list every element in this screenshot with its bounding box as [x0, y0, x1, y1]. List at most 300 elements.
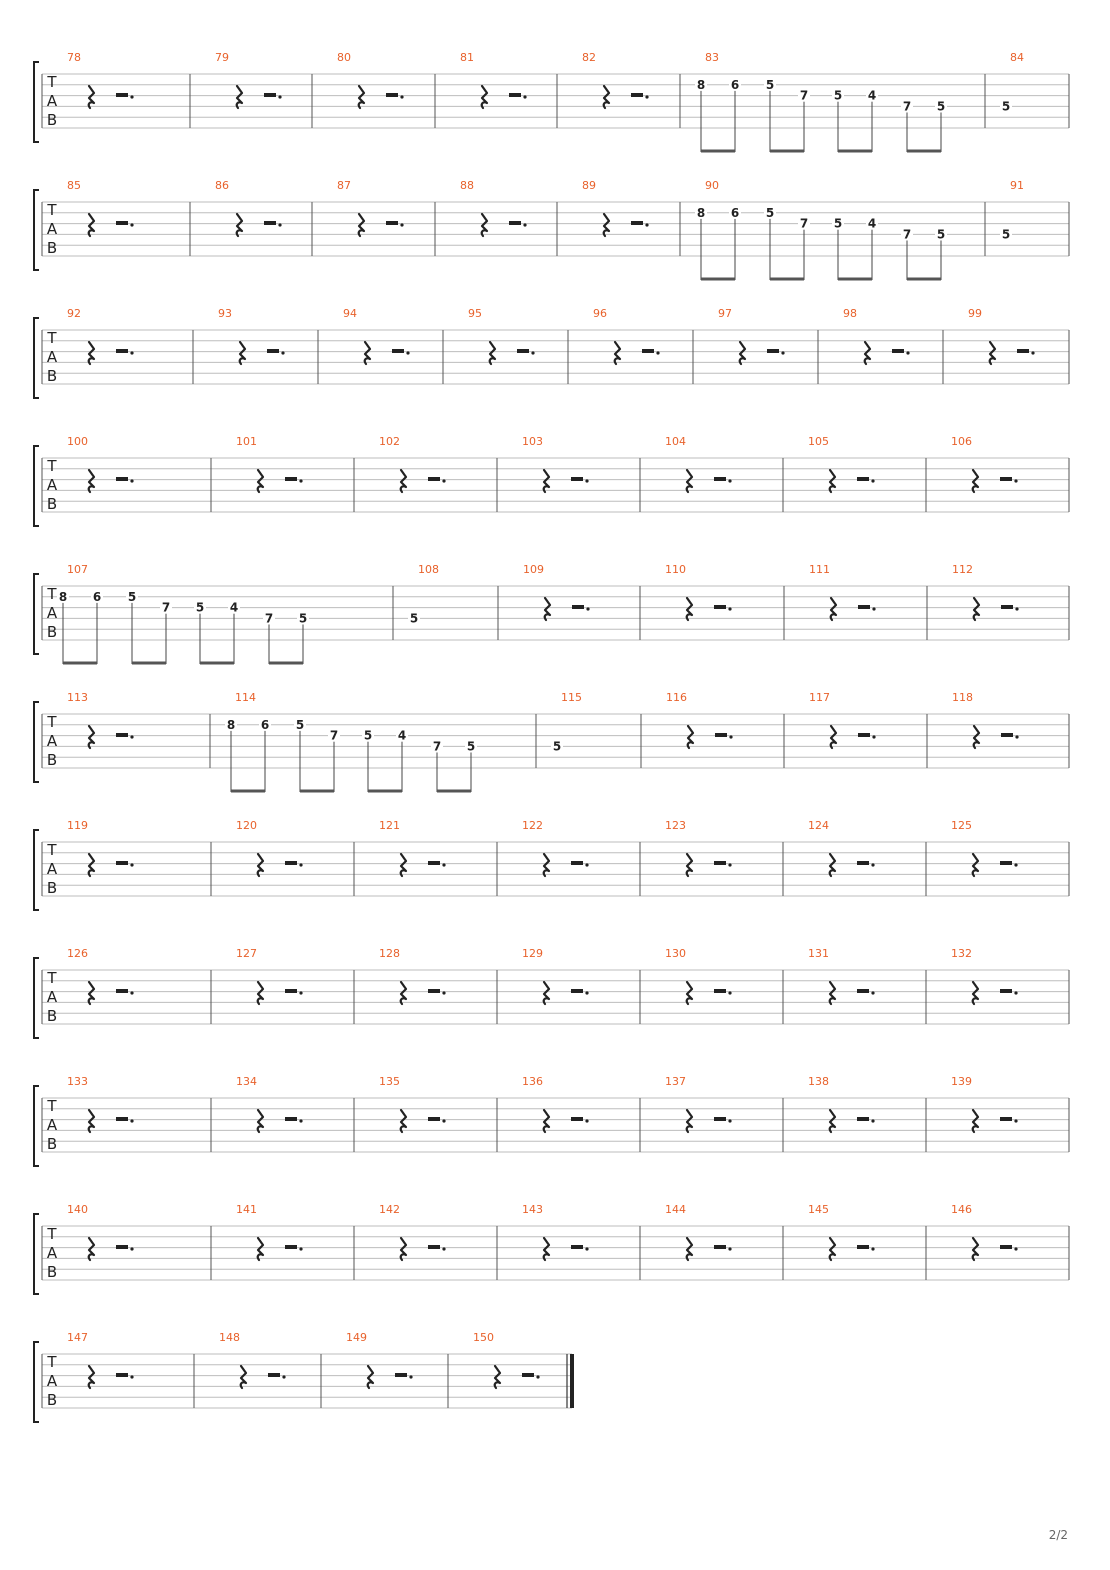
fret-number: 5 [466, 739, 476, 754]
quarter-rest [544, 982, 549, 1004]
measure [219, 1331, 286, 1388]
measure-number: 142 [379, 1203, 400, 1216]
quarter-rest [990, 342, 995, 364]
quarter-rest [89, 342, 94, 364]
quarter-rest [258, 1238, 263, 1260]
half-rest [714, 605, 726, 609]
measure-number: 134 [236, 1075, 257, 1088]
quarter-rest [544, 1238, 549, 1260]
note-beam [132, 662, 166, 665]
note-beam [437, 790, 471, 793]
quarter-rest [490, 342, 495, 364]
system-bracket [34, 318, 39, 398]
rest-dot [871, 1247, 874, 1250]
rest-dot [585, 991, 588, 994]
half-rest [285, 861, 297, 865]
quarter-rest [89, 1238, 94, 1260]
measure-number: 98 [843, 307, 857, 320]
measure-number: 143 [522, 1203, 543, 1216]
tab-system [34, 51, 1069, 153]
rest-dot [130, 1375, 133, 1378]
tab-clef-letter: B [46, 1391, 58, 1409]
quarter-rest [974, 726, 979, 748]
tab-clef-letter: T [47, 969, 57, 987]
half-rest [858, 605, 870, 609]
quarter-rest [89, 1366, 94, 1388]
note-beam [770, 278, 804, 281]
half-rest [392, 349, 404, 353]
rest-dot [906, 351, 909, 354]
half-rest [631, 93, 643, 97]
measure-number: 107 [67, 563, 88, 576]
quarter-rest [241, 1366, 246, 1388]
rest-dot [871, 863, 874, 866]
rest-dot [130, 991, 133, 994]
measure-number: 133 [67, 1075, 88, 1088]
half-rest [285, 1245, 297, 1249]
measure-number: 124 [808, 819, 829, 832]
quarter-rest [544, 1110, 549, 1132]
system-bracket [34, 62, 39, 142]
quarter-rest [482, 214, 487, 236]
fret-number: 5 [298, 611, 308, 626]
fret-number: 6 [92, 589, 102, 604]
measure [718, 307, 785, 364]
rest-dot [299, 479, 302, 482]
measure [218, 307, 285, 364]
measure [666, 691, 733, 748]
quarter-rest [237, 214, 242, 236]
rest-dot [645, 223, 648, 226]
measure [67, 51, 134, 108]
system-bracket [34, 1214, 39, 1294]
tab-clef-letter: A [46, 988, 58, 1006]
note-beam [200, 662, 234, 665]
quarter-rest [401, 982, 406, 1004]
half-rest [714, 1245, 726, 1249]
measure [67, 819, 134, 876]
tab-clef-letter: A [46, 476, 58, 494]
measure-number: 110 [665, 563, 686, 576]
measure-number: 136 [522, 1075, 543, 1088]
measure-number: 106 [951, 435, 972, 448]
rest-dot [406, 351, 409, 354]
half-rest [116, 1117, 128, 1121]
rest-dot [409, 1375, 412, 1378]
half-rest [857, 1117, 869, 1121]
tab-clef-letter: B [46, 1263, 58, 1281]
measure-number: 135 [379, 1075, 400, 1088]
quarter-rest [495, 1366, 500, 1388]
measure [67, 691, 134, 748]
measure-number: 144 [665, 1203, 686, 1216]
measure [379, 435, 446, 492]
fret-number: 6 [730, 77, 740, 92]
measure [522, 435, 589, 492]
rest-dot [728, 863, 731, 866]
quarter-rest [830, 982, 835, 1004]
measure [593, 307, 660, 364]
quarter-rest [482, 86, 487, 108]
note-beam [269, 662, 303, 665]
note-beam [368, 790, 402, 793]
rest-dot [728, 479, 731, 482]
measure [337, 51, 404, 108]
quarter-rest [365, 342, 370, 364]
fret-number: 5 [363, 728, 373, 743]
rest-dot [728, 991, 731, 994]
measure-number: 90 [705, 179, 719, 192]
measure [379, 819, 446, 876]
half-rest [714, 1117, 726, 1121]
measure-number: 78 [67, 51, 81, 64]
half-rest [517, 349, 529, 353]
half-rest [1000, 1117, 1012, 1121]
tab-clef-letter: T [47, 1097, 57, 1115]
tab-clef-letter: B [46, 111, 58, 129]
measure-number: 149 [346, 1331, 367, 1344]
rest-dot [728, 607, 731, 610]
measure-number: 83 [705, 51, 719, 64]
note-beam [231, 790, 265, 793]
rest-dot [585, 1119, 588, 1122]
measure [665, 947, 732, 1004]
half-rest [1000, 1245, 1012, 1249]
half-rest [571, 989, 583, 993]
tab-system [34, 179, 1069, 281]
half-rest [428, 1245, 440, 1249]
rest-dot [130, 1119, 133, 1122]
half-rest [1000, 861, 1012, 865]
rest-dot [299, 1247, 302, 1250]
measure-number: 120 [236, 819, 257, 832]
quarter-rest [89, 726, 94, 748]
measure-number: 141 [236, 1203, 257, 1216]
tab-clef-letter: A [46, 220, 58, 238]
quarter-rest [865, 342, 870, 364]
half-rest [1001, 733, 1013, 737]
system-bracket [34, 958, 39, 1038]
measure-number: 123 [665, 819, 686, 832]
measure-number: 138 [808, 1075, 829, 1088]
measure-number: 118 [952, 691, 973, 704]
tab-clef-letter: T [47, 329, 57, 347]
fret-number: 5 [765, 77, 775, 92]
tab-clef-letter: T [47, 1225, 57, 1243]
rest-dot [585, 863, 588, 866]
measure-number: 125 [951, 819, 972, 832]
fret-number: 5 [936, 99, 946, 114]
quarter-rest [973, 1238, 978, 1260]
measure [808, 1075, 875, 1132]
tab-system [34, 947, 1069, 1038]
note-beam [907, 150, 941, 153]
rest-dot [130, 863, 133, 866]
measure [460, 51, 527, 108]
system-bracket [34, 190, 39, 270]
tab-clef-letter: T [47, 457, 57, 475]
measure-number: 137 [665, 1075, 686, 1088]
quarter-rest [604, 214, 609, 236]
note-beam [907, 278, 941, 281]
measure [665, 1203, 732, 1260]
half-rest [571, 861, 583, 865]
fret-number: 5 [409, 611, 419, 626]
rest-dot [872, 735, 875, 738]
half-rest [857, 989, 869, 993]
fret-number: 5 [833, 216, 843, 231]
quarter-rest [973, 854, 978, 876]
quarter-rest [688, 726, 693, 748]
rest-dot [531, 351, 534, 354]
fret-number: 4 [867, 216, 877, 231]
rest-dot [728, 1247, 731, 1250]
measure-number: 146 [951, 1203, 972, 1216]
measure-number: 102 [379, 435, 400, 448]
measure-number: 122 [522, 819, 543, 832]
quarter-rest [831, 598, 836, 620]
measure [665, 1075, 732, 1132]
half-rest [714, 477, 726, 481]
half-rest [116, 861, 128, 865]
measure-number: 114 [235, 691, 256, 704]
quarter-rest [401, 1238, 406, 1260]
half-rest [428, 1117, 440, 1121]
half-rest [386, 93, 398, 97]
quarter-rest [240, 342, 245, 364]
note-beam [770, 150, 804, 153]
fret-number: 7 [329, 728, 339, 743]
rest-dot [278, 95, 281, 98]
measure-number: 127 [236, 947, 257, 960]
measure [67, 947, 134, 1004]
measure-number: 111 [809, 563, 830, 576]
fret-number: 7 [264, 611, 274, 626]
measure [951, 1203, 1018, 1260]
rest-dot [130, 223, 133, 226]
tab-clef-letter: B [46, 623, 58, 641]
measure [67, 307, 134, 364]
half-rest [264, 221, 276, 225]
rest-dot [1031, 351, 1034, 354]
measure-number: 103 [522, 435, 543, 448]
rest-dot [1014, 1119, 1017, 1122]
measure [665, 563, 732, 620]
half-rest [285, 477, 297, 481]
measure [473, 1331, 540, 1388]
half-rest [714, 989, 726, 993]
measure [968, 307, 1035, 364]
measure [809, 563, 876, 620]
measure [808, 947, 875, 1004]
half-rest [116, 733, 128, 737]
measure-number: 117 [809, 691, 830, 704]
quarter-rest [237, 86, 242, 108]
measure [57, 563, 309, 665]
measure [951, 819, 1018, 876]
measure-number: 99 [968, 307, 982, 320]
measure [522, 1075, 589, 1132]
measure-number: 126 [67, 947, 88, 960]
measure [522, 947, 589, 1004]
rest-dot [400, 223, 403, 226]
tab-system [34, 1331, 574, 1422]
half-rest [116, 989, 128, 993]
measure-number: 115 [561, 691, 582, 704]
tab-clef-letter: T [47, 585, 57, 603]
half-rest [116, 1373, 128, 1377]
measure [460, 179, 527, 236]
measure-number: 81 [460, 51, 474, 64]
rest-dot [299, 991, 302, 994]
measure-number: 113 [67, 691, 88, 704]
fret-number: 7 [161, 600, 171, 615]
measure-number: 104 [665, 435, 686, 448]
system-bracket [34, 446, 39, 526]
measure [1000, 179, 1024, 241]
measure [952, 691, 1019, 748]
fret-number: 6 [730, 205, 740, 220]
measure-number: 96 [593, 307, 607, 320]
quarter-rest [687, 1238, 692, 1260]
quarter-rest [687, 854, 692, 876]
half-rest [892, 349, 904, 353]
quarter-rest [830, 1110, 835, 1132]
half-rest [116, 93, 128, 97]
note-beam [838, 150, 872, 153]
measure [951, 1075, 1018, 1132]
quarter-rest [687, 1110, 692, 1132]
measure [215, 51, 282, 108]
tab-clef-letter: A [46, 92, 58, 110]
tab-clef-letter: T [47, 201, 57, 219]
fret-number: 5 [1001, 99, 1011, 114]
measure [408, 563, 439, 625]
half-rest [509, 93, 521, 97]
measure-number: 116 [666, 691, 687, 704]
quarter-rest [615, 342, 620, 364]
measure-number: 100 [67, 435, 88, 448]
fret-number: 4 [229, 600, 239, 615]
rest-dot [523, 223, 526, 226]
rest-dot [585, 479, 588, 482]
system-bracket [34, 830, 39, 910]
fret-number: 5 [195, 600, 205, 615]
measure [236, 1075, 303, 1132]
rest-dot [442, 479, 445, 482]
half-rest [428, 989, 440, 993]
tab-clef-letter: T [47, 713, 57, 731]
measure [236, 819, 303, 876]
measure-number: 85 [67, 179, 81, 192]
fret-number: 5 [552, 739, 562, 754]
fret-number: 8 [58, 589, 68, 604]
note-beam [838, 278, 872, 281]
fret-number: 7 [799, 216, 809, 231]
fret-number: 8 [696, 205, 706, 220]
half-rest [571, 1117, 583, 1121]
rest-dot [282, 1375, 285, 1378]
quarter-rest [973, 470, 978, 492]
rest-dot [872, 607, 875, 610]
tab-clef-letter: B [46, 1007, 58, 1025]
tab-system [34, 1075, 1069, 1166]
tab-system [34, 819, 1069, 910]
half-rest [509, 221, 521, 225]
tab-clef-letter: B [46, 751, 58, 769]
half-rest [572, 605, 584, 609]
rest-dot [1015, 735, 1018, 738]
measure [951, 435, 1018, 492]
fret-number: 7 [902, 227, 912, 242]
measure [695, 51, 947, 153]
half-rest [285, 1117, 297, 1121]
rest-dot [536, 1375, 539, 1378]
rest-dot [442, 1119, 445, 1122]
measure [582, 51, 649, 108]
rest-dot [656, 351, 659, 354]
rest-dot [442, 863, 445, 866]
fret-number: 5 [936, 227, 946, 242]
half-rest [642, 349, 654, 353]
measure [551, 691, 582, 753]
rest-dot [400, 95, 403, 98]
quarter-rest [401, 854, 406, 876]
measure-number: 140 [67, 1203, 88, 1216]
tab-system [34, 563, 1069, 665]
rest-dot [299, 863, 302, 866]
measure [665, 435, 732, 492]
quarter-rest [359, 86, 364, 108]
half-rest [857, 477, 869, 481]
measure-number: 132 [951, 947, 972, 960]
measure [67, 179, 134, 236]
tab-clef-letter: T [47, 841, 57, 859]
rest-dot [442, 991, 445, 994]
rest-dot [130, 735, 133, 738]
quarter-rest [973, 982, 978, 1004]
quarter-rest [687, 470, 692, 492]
tab-clef-letter: A [46, 1244, 58, 1262]
rest-dot [586, 607, 589, 610]
measure [346, 1331, 413, 1388]
measure [67, 1075, 134, 1132]
quarter-rest [687, 982, 692, 1004]
half-rest [116, 1245, 128, 1249]
quarter-rest [401, 470, 406, 492]
fret-number: 6 [260, 717, 270, 732]
measure [523, 563, 590, 620]
rest-dot [1015, 607, 1018, 610]
tab-clef-letter: B [46, 495, 58, 513]
measure-number: 147 [67, 1331, 88, 1344]
measure-number: 101 [236, 435, 257, 448]
quarter-rest [830, 1238, 835, 1260]
quarter-rest [89, 214, 94, 236]
half-rest [116, 349, 128, 353]
measure-number: 128 [379, 947, 400, 960]
half-rest [631, 221, 643, 225]
tab-clef-letter: B [46, 239, 58, 257]
measure [665, 819, 732, 876]
system-bracket [34, 574, 39, 654]
measure-number: 108 [418, 563, 439, 576]
rest-dot [299, 1119, 302, 1122]
half-rest [267, 349, 279, 353]
quarter-rest [740, 342, 745, 364]
tab-clef-letter: T [47, 1353, 57, 1371]
fret-number: 5 [833, 88, 843, 103]
